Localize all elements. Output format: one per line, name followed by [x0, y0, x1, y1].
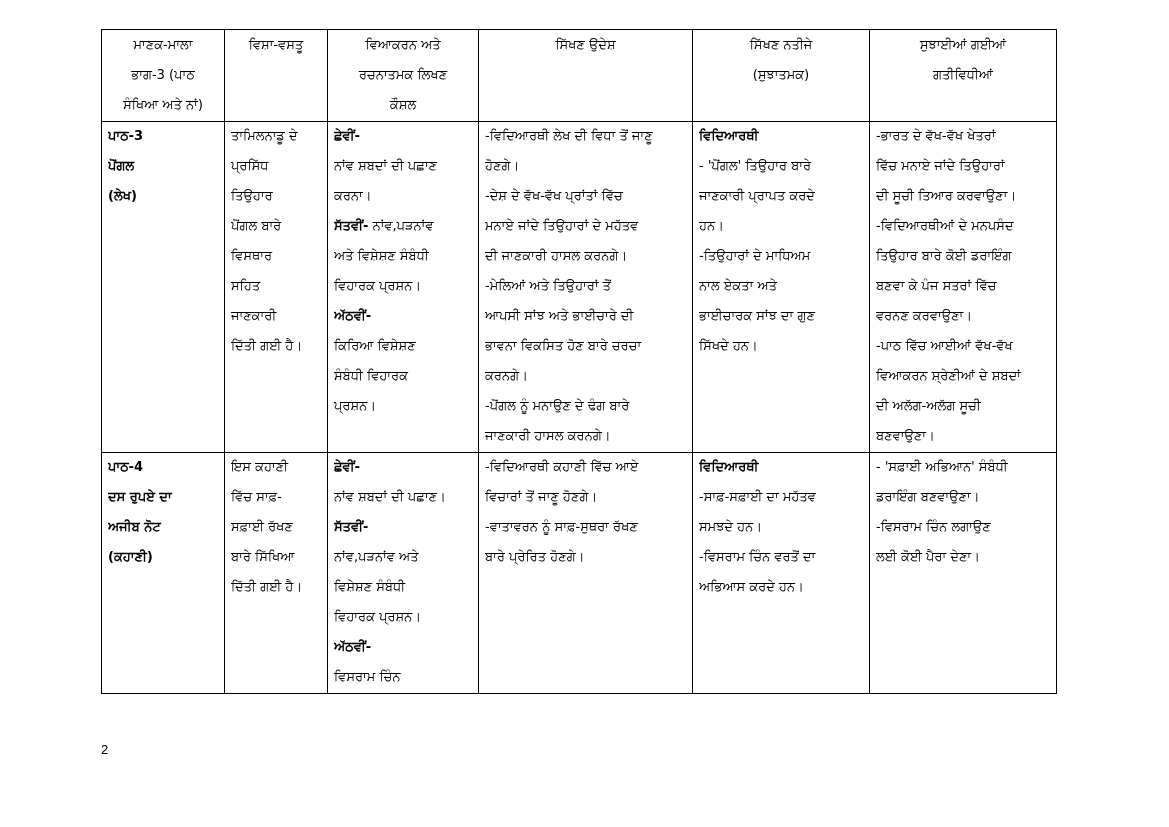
text-line: ਬਾਰੇ ਸਿੱਖਿਆ — [231, 550, 295, 565]
text-line: -ਦੇਸ਼ ਦੇ ਵੱਖ-ਵੱਖ ਪ੍ਰਾਂਤਾਂ ਵਿੱਚ — [485, 189, 623, 204]
text-line: ਜਾਣਕਾਰੀ — [231, 309, 277, 324]
text-line: -ਭਾਰਤ ਦੇ ਵੱਖ-ਵੱਖ ਖੇਤਰਾਂ — [876, 129, 996, 144]
text-line: ਵਰਨਣ ਕਰਵਾਉਣਾ। — [876, 309, 973, 324]
text-line: -ਤਿਉਹਾਰਾਂ ਦੇ ਮਾਧਿਅਮ — [699, 249, 811, 264]
header-cell-suggested-activities — [870, 30, 1057, 122]
text-line: ਪ੍ਰਸ਼ਨ। — [334, 399, 376, 414]
text-line: ਬਣਵਾਉਣਾ। — [876, 429, 935, 444]
text-line: ਲਈ ਕੋਈ ਪੈਰਾ ਦੇਣਾ। — [876, 550, 980, 565]
text-line: ਦੀ ਅਲੱਗ-ਅਲੱਗ ਸੂਚੀ — [876, 399, 981, 414]
text-line: ਇਸ ਕਹਾਣੀ — [231, 460, 289, 475]
text-line: ਛੇਵੀਂ- — [334, 460, 360, 475]
text-line: ਅੱਠਵੀਂ- — [334, 640, 372, 655]
text-line: ਸੱਤਵੀਂ- ਨਾਂਵ,ਪੜਨਾਂਵ — [334, 219, 434, 234]
text-line: ਬਾਰੇ ਪ੍ਰੇਰਿਤ ਹੋਣਗੇ। — [485, 550, 585, 565]
cell-lesson — [102, 453, 225, 694]
text-line: ਸੰਖਿਆ ਅਤੇ ਨਾਂ) — [123, 98, 203, 113]
curriculum-table — [101, 29, 1057, 694]
cell-outcomes — [693, 122, 870, 453]
text-line: ਭਾਈਚਾਰਕ ਸਾਂਝ ਦਾ ਗੁਣ — [699, 309, 815, 324]
text-line: ਤਿਉਹਾਰ ਬਾਰੇ ਕੋਈ ਡਰਾਇੰਗ — [876, 249, 1012, 264]
header-cell-learning-outcomes — [693, 30, 870, 122]
text-line: ਗਤੀਵਿਧੀਆਂ — [933, 68, 993, 83]
text-line: (ਸੁਝਾਤਮਕ) — [752, 68, 810, 83]
text-line: ਨਾਂਵ,ਪੜਨਾਂਵ ਅਤੇ — [334, 550, 419, 565]
text-line: ਅਜੀਬ ਨੋਟ — [108, 520, 161, 535]
cell-content — [225, 453, 328, 694]
table-header-row — [102, 30, 1057, 122]
text-line: -ਵਿਦਿਆਰਥੀਆਂ ਦੇ ਮਨਪਸੰਦ — [876, 219, 1014, 234]
text-line: ਵਿਹਾਰਕ ਪ੍ਰਸ਼ਨ। — [334, 610, 422, 625]
text-line: ਨਾਲ ਏਕਤਾ ਅਤੇ — [699, 279, 777, 294]
text-line: -ਮੇਲਿਆਂ ਅਤੇ ਤਿਉਹਾਰਾਂ ਤੋਂ — [485, 279, 611, 294]
cell-activities — [870, 453, 1057, 694]
text-line: ਵਿਆਕਰਨ ਅਤੇ — [365, 38, 441, 53]
text-line: -ਸਾਫ਼-ਸਫ਼ਾਈ ਦਾ ਮਹੱਤਵ — [699, 490, 816, 505]
page-number: 2 — [101, 742, 109, 757]
cell-activities — [870, 122, 1057, 453]
text-line: ਵਿਸਥਾਰ — [231, 249, 273, 264]
text-line: ਸਫ਼ਾਈ ਰੱਖਣ — [231, 520, 293, 535]
text-line: - 'ਪੋਂਗਲ' ਤਿਉਹਾਰ ਬਾਰੇ — [699, 159, 812, 174]
text-line: ਤਿਉਹਾਰ — [231, 189, 273, 204]
text-line: ਸੁਝਾਈਆਂ ਗਈਆਂ — [919, 38, 1007, 53]
text-line: ਕਿਰਿਆ ਵਿਸ਼ੇਸ਼ਣ — [334, 339, 416, 354]
text-line: ਵਿਸ਼ੇਸ਼ਣ ਸੰਬੰਧੀ — [334, 580, 406, 595]
text-line: ਅਤੇ ਵਿਸ਼ੇਸ਼ਣ ਸੰਬੰਧੀ — [334, 249, 429, 264]
text-line: ਨਾਂਵ ਸ਼ਬਦਾਂ ਦੀ ਪਛਾਣ। — [334, 490, 446, 505]
text-line: ਪੋਂਗਲ ਬਾਰੇ — [231, 219, 282, 234]
header-cell-textbook-lesson — [102, 30, 225, 122]
text-line: ਨਾਂਵ ਸ਼ਬਦਾਂ ਦੀ ਪਛਾਣ — [334, 159, 438, 174]
text-line: ਹੋਣਗੇ। — [485, 159, 520, 174]
text-line: ਦੀ ਸੂਚੀ ਤਿਆਰ ਕਰਵਾਉਣਾ। — [876, 189, 1017, 204]
text-line: -ਵਿਸਰਾਮ ਚਿੰਨ ਵਰਤੋਂ ਦਾ — [699, 550, 816, 565]
text-line: ਛੇਵੀਂ- — [334, 129, 360, 144]
header-cell-learning-objectives — [479, 30, 693, 122]
text-line: ਸੰਬੰਧੀ ਵਿਹਾਰਕ — [334, 369, 408, 384]
text-line: -ਵਿਸਰਾਮ ਚਿੰਨ ਲਗਾਉਣ — [876, 520, 991, 535]
cell-grammar — [328, 453, 479, 694]
text-line: ਵਿਚਾਰਾਂ ਤੋਂ ਜਾਣੂ ਹੋਣਗੇ। — [485, 490, 598, 505]
table-row — [102, 453, 1057, 694]
text-line: ਅੱਠਵੀਂ- — [334, 309, 372, 324]
cell-grammar — [328, 122, 479, 453]
text-line: ਕਰਨਾ। — [334, 189, 372, 204]
text-line: ਦਸ ਰੁਪਏ ਦਾ — [108, 490, 172, 505]
text-line: ਮਾਣਕ-ਮਾਲਾ — [133, 38, 193, 53]
text-line: ਹਨ। — [699, 219, 724, 234]
text-line: ਸਹਿਤ — [231, 279, 261, 294]
table-row — [102, 122, 1057, 453]
text-line: ਸਿੱਖਣ ਨਤੀਜੇ — [749, 38, 813, 53]
text-line: ਜਾਣਕਾਰੀ ਹਾਸਲ ਕਰਨਗੇ। — [485, 429, 611, 444]
text-line: ਤਾਮਿਲਨਾਡੂ ਦੇ — [231, 129, 298, 144]
cell-content — [225, 122, 328, 453]
text-line: ਪਾਠ-4 — [108, 460, 144, 475]
text-line: (ਕਹਾਣੀ) — [108, 550, 153, 565]
text-line: ਡਰਾਇੰਗ ਬਣਵਾਉਣਾ। — [876, 490, 980, 505]
text-line: -ਵਿਦਿਆਰਥੀ ਲੇਖ ਦੀ ਵਿਧਾ ਤੋਂ ਜਾਣੂ — [485, 129, 653, 144]
header-cell-subject-matter — [225, 30, 328, 122]
cell-lesson — [102, 122, 225, 453]
text-line: ਵਿੱਚ ਮਨਾਏ ਜਾਂਦੇ ਤਿਉਹਾਰਾਂ — [876, 159, 1005, 174]
text-line: ਵਿਦਿਆਰਥੀ — [699, 460, 759, 475]
text-line: (ਲੇਖ) — [108, 189, 137, 204]
cell-outcomes — [693, 453, 870, 694]
text-line: ਸਮਝਦੇ ਹਨ। — [699, 520, 762, 535]
text-line: ਭਾਗ-3 (ਪਾਠ — [131, 68, 195, 83]
text-line: ਸਿੱਖਣ ਉਦੇਸ਼ — [555, 38, 616, 53]
text-line: ਦੀ ਜਾਣਕਾਰੀ ਹਾਸਲ ਕਰਨਗੇ। — [485, 249, 628, 264]
text-line: ਸਿੱਖਦੇ ਹਨ। — [699, 339, 758, 354]
cell-objectives — [479, 453, 693, 694]
text-line: ਸੱਤਵੀਂ- — [334, 520, 369, 535]
text-line: ਕੌਸ਼ਲ — [389, 98, 417, 113]
text-line: ਪਾਠ-3 — [108, 129, 144, 144]
text-line: -ਵਾਤਾਵਰਨ ਨੂੰ ਸਾਫ਼-ਸੁਥਰਾ ਰੱਖਣ — [485, 520, 638, 535]
text-line: ਵਿਦਿਆਰਥੀ — [699, 129, 759, 144]
header-cell-grammar-writing-skills — [328, 30, 479, 122]
text-line: -ਪੋਂਗਲ ਨੂੰ ਮਨਾਉਣ ਦੇ ਢੰਗ ਬਾਰੇ — [485, 399, 630, 414]
text-line: ਦਿੱਤੀ ਗਈ ਹੈ। — [231, 580, 303, 595]
text-line: ਵਿਹਾਰਕ ਪ੍ਰਸ਼ਨ। — [334, 279, 422, 294]
text-line: ਵਿੱਚ ਸਾਫ਼- — [231, 490, 282, 505]
text-line: ਪ੍ਰਸਿੱਧ — [231, 159, 269, 174]
text-line: ਕਰਨਗੇ। — [485, 369, 528, 384]
text-line: - 'ਸਫ਼ਾਈ ਅਭਿਆਨ' ਸੰਬੰਧੀ — [876, 460, 1008, 475]
text-line: ਭਾਵਨਾ ਵਿਕਸਿਤ ਹੋਣ ਬਾਰੇ ਚਰਚਾ — [485, 339, 642, 354]
text-line: ਜਾਣਕਾਰੀ ਪ੍ਰਾਪਤ ਕਰਦੇ — [699, 189, 815, 204]
text-line: -ਪਾਠ ਵਿੱਚ ਆਈਆਂ ਵੱਖ-ਵੱਖ — [876, 339, 1013, 354]
text-line: ਬਣਵਾ ਕੇ ਪੰਜ ਸਤਰਾਂ ਵਿੱਚ — [876, 279, 997, 294]
text-line: ਦਿੱਤੀ ਗਈ ਹੈ। — [231, 339, 303, 354]
text-line: ਮਨਾਏ ਜਾਂਦੇ ਤਿਉਹਾਰਾਂ ਦੇ ਮਹੱਤਵ — [485, 219, 639, 234]
text-line: ਅਭਿਆਸ ਕਰਦੇ ਹਨ। — [699, 580, 804, 595]
text-line: ਰਚਨਾਤਮਕ ਲਿਖਣ — [358, 68, 448, 83]
cell-objectives — [479, 122, 693, 453]
text-line: ਵਿਸਰਾਮ ਚਿੰਨ — [334, 670, 401, 685]
text-line: ਵਿਆਕਰਨ ਸ਼੍ਰੇਣੀਆਂ ਦੇ ਸ਼ਬਦਾਂ — [876, 369, 1021, 384]
text-line: ਆਪਸੀ ਸਾਂਝ ਅਤੇ ਭਾਈਚਾਰੇ ਦੀ — [485, 309, 634, 324]
text-line: ਪੋਂਗਲ — [108, 159, 135, 174]
text-line: ਵਿਸ਼ਾ-ਵਸਤੂ — [248, 38, 304, 53]
text-line: -ਵਿਦਿਆਰਥੀ ਕਹਾਣੀ ਵਿੱਚ ਆਏ — [485, 460, 639, 475]
